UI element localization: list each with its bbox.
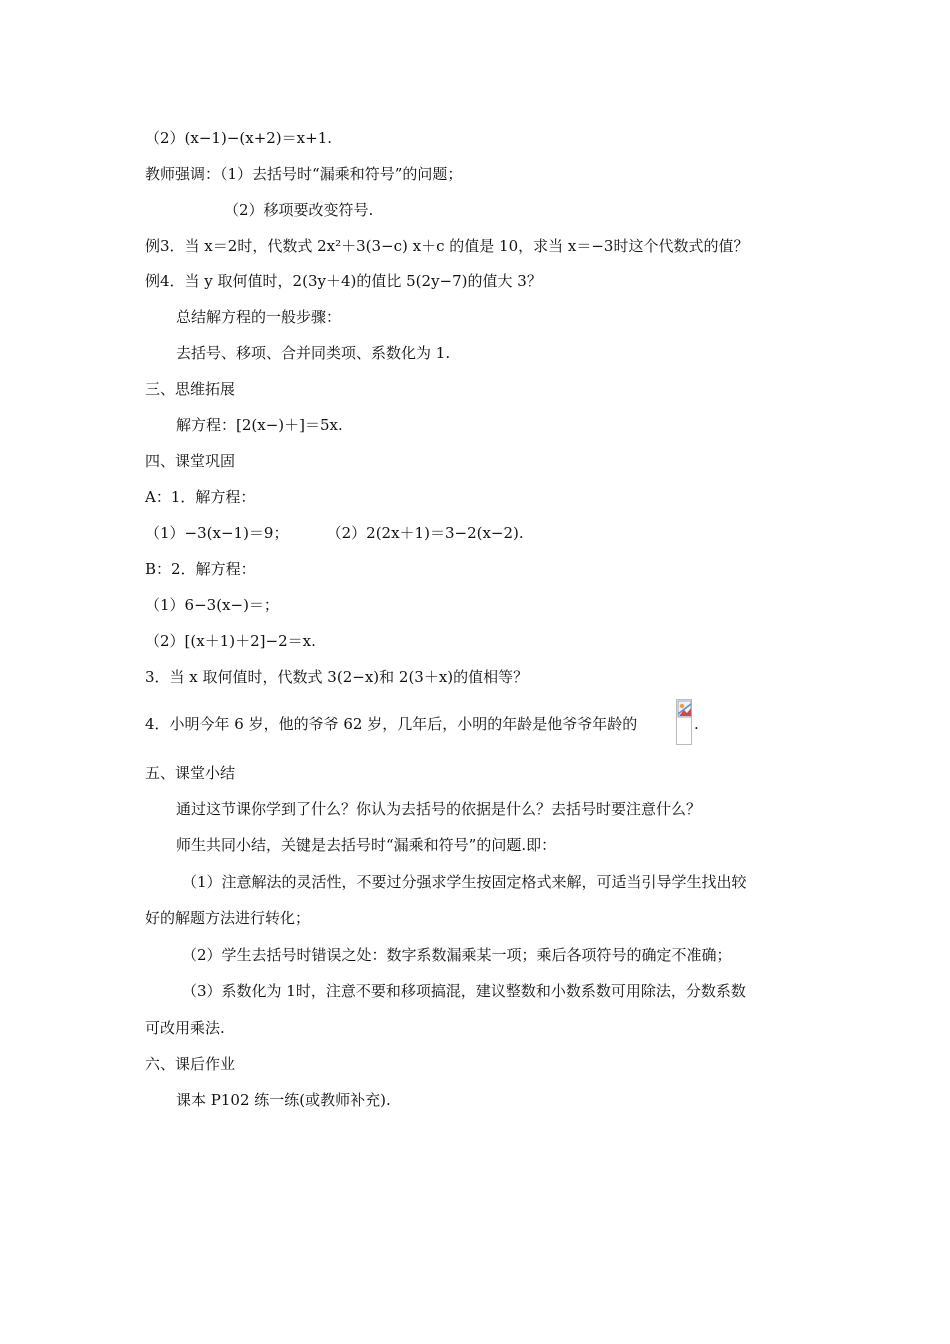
exercise-b-item-1: （1）6−3(x−)＝； [145, 596, 279, 614]
exercise-b-heading: B：2．解方程： [145, 560, 256, 578]
picture-placeholder-icon [677, 700, 693, 722]
example-4: 例4．当 y 取何值时，2(3y＋4)的值比 5(2y−7)的值大 3？ [145, 272, 542, 290]
section-6-heading: 六、课后作业 [145, 1055, 236, 1073]
summary-steps: 去括号、移项、合并同类项、系数化为 1. [176, 344, 451, 362]
exercise-b-item-2: （2）[(x＋1)＋2]−2＝x. [145, 632, 316, 650]
section-4-heading: 四、课堂巩固 [145, 452, 236, 470]
exercise-a-heading: A：1．解方程： [145, 488, 256, 506]
summary-heading: 总结解方程的一般步骤： [176, 308, 342, 326]
text-line-2: 教师强调：（1）去括号时“漏乘和符号”的问题； [145, 165, 463, 183]
example-3: 例3．当 x＝2时，代数式 2x²＋3(3−c) x＋c 的值是 10，求当 x＝−3时这个代数式的值？ [145, 237, 749, 255]
summary-point-3: （3）系数化为 1时，注意不要和移项搞混，建议整数和小数系数可用除法，分数系数 [182, 982, 746, 1000]
exercise-4: 4．小明今年 6 岁，他的爷爷 62 岁，几年后，小明的年龄是他爷爷年龄的 [145, 715, 638, 733]
section-5-heading: 五、课堂小结 [145, 764, 236, 782]
text-line-1: （2）(x−1)−(x+2)＝x+1. [145, 129, 333, 147]
summary-key-point: 师生共同小结，关键是去括号时“漏乘和符号”的问题.即： [176, 836, 557, 854]
summary-question: 通过这节课你学到了什么？你认为去括号的依据是什么？去括号时要注意什么？ [176, 800, 702, 818]
text-line-3: （2）移项要改变符号. [224, 201, 374, 219]
section-3-heading: 三、思维拓展 [145, 380, 236, 398]
broken-image-icon [676, 699, 692, 745]
summary-point-3-cont: 可改用乘法. [145, 1019, 225, 1037]
summary-point-1: （1）注意解法的灵活性，不要过分强求学生按固定格式来解，可适当引导学生找出较 [182, 873, 747, 891]
exercise-4-period: . [694, 715, 699, 733]
exercise-a-items: （1）−3(x−1)＝9； （2）2(2x＋1)＝3−2(x−2). [145, 524, 524, 542]
section-3-problem: 解方程：[2(x−)＋]＝5x. [176, 416, 343, 434]
summary-point-2: （2）学生去括号时错误之处：数字系数漏乘某一项；乘后各项符号的确定不准确； [182, 946, 732, 964]
summary-point-1-cont: 好的解题方法进行转化； [145, 909, 311, 927]
homework: 课本 P102 练一练(或教师补充). [176, 1091, 391, 1109]
exercise-3: 3．当 x 取何值时，代数式 3(2−x)和 2(3＋x)的值相等？ [145, 668, 529, 686]
